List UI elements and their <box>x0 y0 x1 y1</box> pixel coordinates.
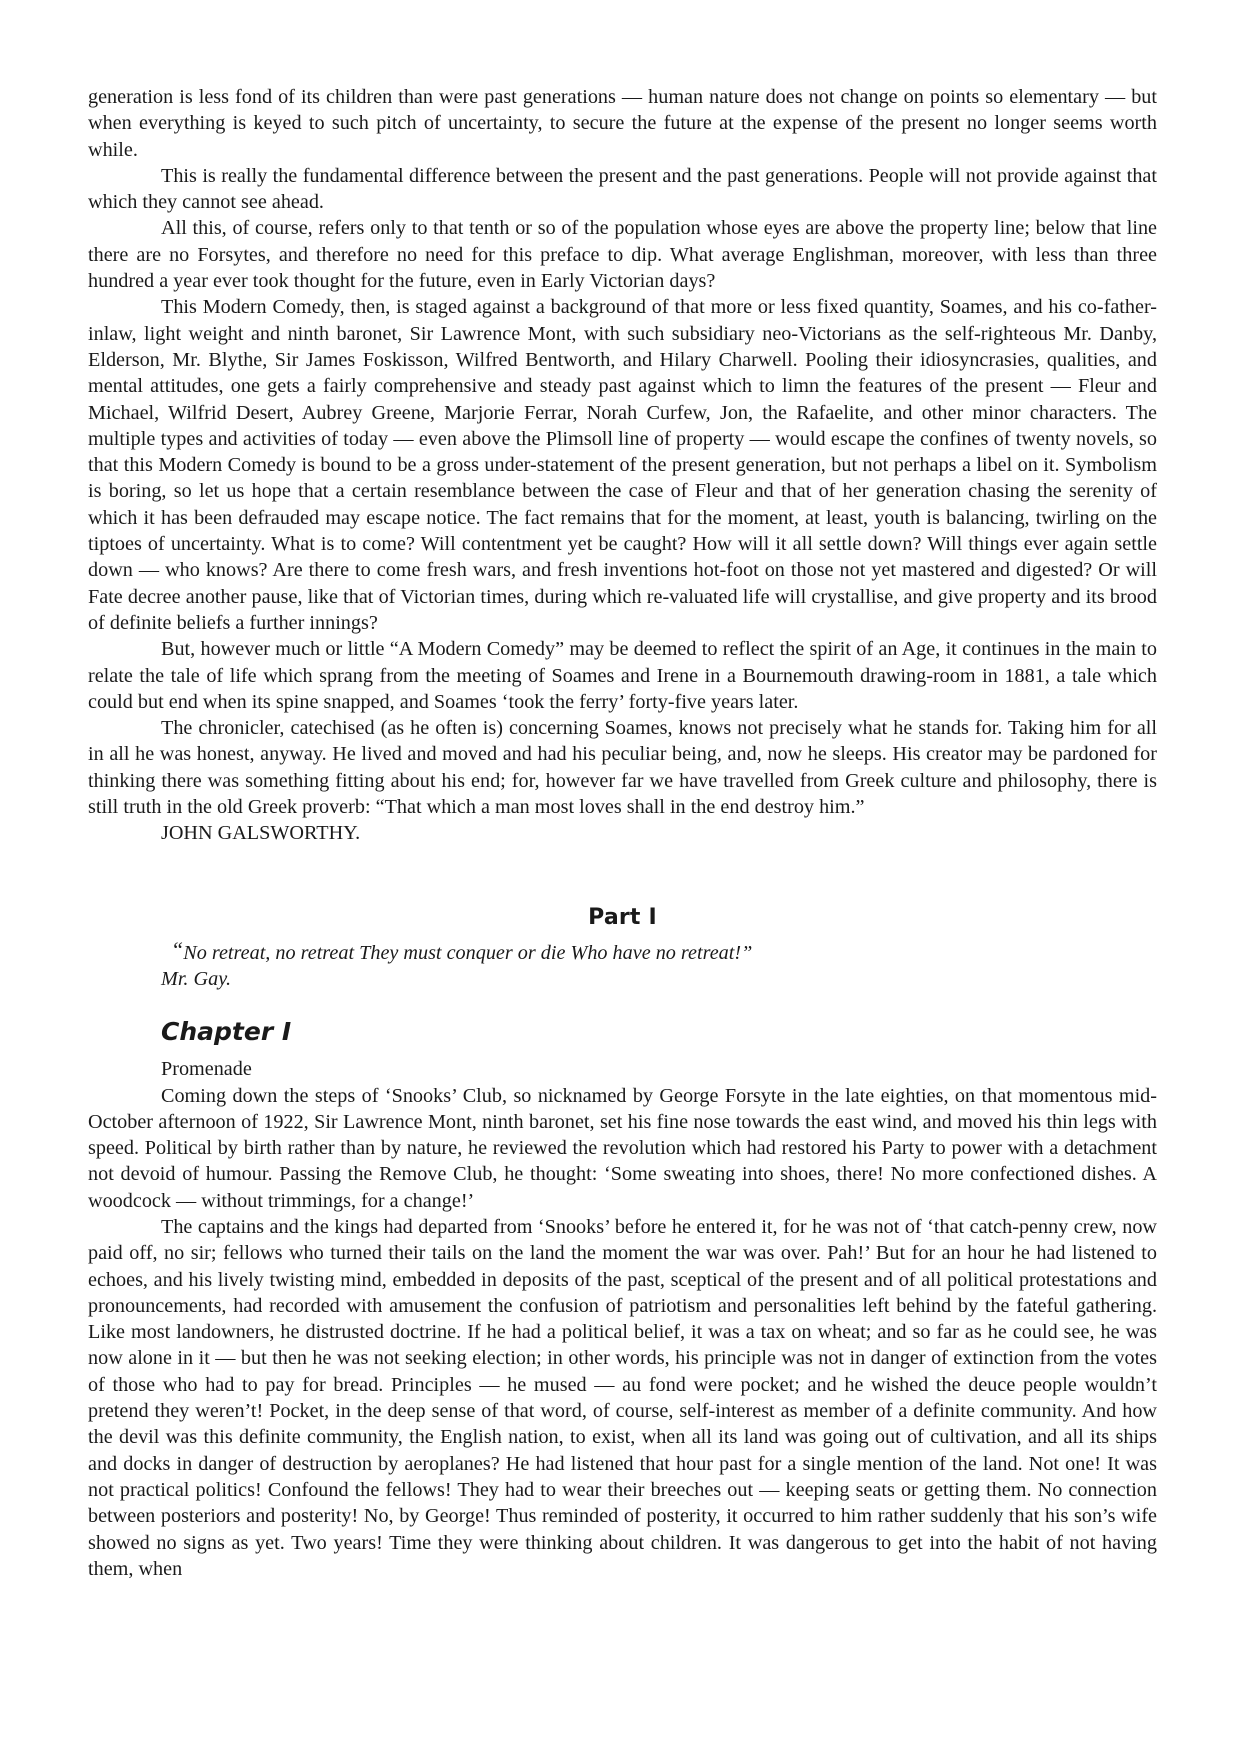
part-title: Part I <box>588 904 657 930</box>
preface-section <box>88 84 1157 847</box>
preface-paragraph: generation is less fond of its children than were past generations — human nature does not change on points so elementary — but when everything is keyed to such pitch of uncertainty, to secure the future at the expense of the present no longer seems worth while. <box>88 86 1157 161</box>
preface-paragraph: But, however much or little “A Modern Comedy” may be deemed to reflect the spirit of an Age, it continues in the main to relate the tale of life which sprang from the meeting of Soames and Irene in a Bournemouth drawing-room in 1881, a tale which could but end when its spine snapped, and Soames ‘took the ferry’ forty-five years later. <box>88 638 1157 713</box>
chapter-body <box>88 1083 1157 1583</box>
chapter-title: Chapter I <box>161 1017 292 1047</box>
chapter-paragraph: The captains and the kings had departed from ‘Snooks’ before he entered it, for he was not of ‘that catch-penny crew, now paid off, no sir; fellows who turned their tails on the land the moment the war was over. Pah!’ But for an hour he had listened to echoes, and his lively twisting mind, embedded in deposits of the past, sceptical of the present and of all political protestations and pronouncements, had recorded with amusement the confusion of patriotism and personalities left behind by the fateful gathering. Like most landowners, he distrusted doctrine. If he had a political belief, it was a tax on wheat; and so far as he could see, he was now alone in it — but then he was not seeking election; in other words, his principle was not in danger of extinction from the votes of those who had to pay for bread. Principles — he mused — au fond were pocket; and he wished the deuce people wouldn’t pretend they weren’t! Pocket, in the deep sense of that word, of course, self-interest as member of a definite community. And how the devil was this definite community, the English nation, to exist, when all its land was going out of cultivation, and all its ships and docks in danger of destruction by aeroplanes? He had listened that hour past for a single mention of the land. Not one! It was not practical politics! Confound the fellows! They had to wear their breeches out — keeping seats or getting them. No connection between posteriors and posterity! No, by George! Thus reminded of posterity, it occurred to him rather suddenly that his son’s wife showed no signs as yet. Two years! Time they were thinking about children. It was dangerous to get into the habit of not having them, when <box>88 1215 1157 1580</box>
preface-paragraph: All this, of course, refers only to that tenth or so of the population whose eyes are above the property line; below that line there are no Forsytes, and therefore no need for this preface to dip. What average Englishman, moreover, with less than three hundred a year ever took thought for the future, even in Early Victorian days? <box>88 217 1157 293</box>
epigraph-quote <box>161 937 1157 966</box>
chapter-subtitle: Promenade <box>161 1058 252 1081</box>
epigraph <box>161 937 1157 993</box>
preface-paragraph: This is really the fundamental difference between the present and the past generations. People will not provide against that which they cannot see ahead. <box>88 164 1157 214</box>
epigraph-author: Mr. Gay. <box>161 967 232 990</box>
epigraph-open-quote: “ <box>171 936 184 962</box>
epigraph-text: No retreat, no retreat They must conquer or die Who have no retreat!” <box>183 941 753 964</box>
preface-paragraph: This Modern Comedy, then, is staged against a background of that more or less fixed quantity, Soames, and his co-father-inlaw, light weight and ninth baronet, Sir Lawrence Mont, with such subsidiary neo-Victorians as the self-righteous Mr. Danby, Elderson, Mr. Blythe, Sir James Foskisson, Wilfred Bentworth, and Hilary Charwell. Pooling their idiosyncrasies, qualities, and mental attitudes, one gets a fairly comprehensive and steady past against which to limn the features of the present — Fleur and Michael, Wilfrid Desert, Aubrey Greene, Marjorie Ferrar, Norah Curfew, Jon, the Rafaelite, and other minor characters. The multiple types and activities of today — even above the Plimsoll line of property — would escape the confines of twenty novels, so that this Modern Comedy is bound to be a gross under-statement of the present generation, but not perhaps a libel on it. Symbolism is boring, so let us hope that a certain resemblance between the case of Fleur and that of her generation chasing the serenity of which it has been defrauded may escape notice. The fact remains that for the moment, at least, youth is balancing, twirling on the tiptoes of uncertainty. What is to come? Will contentment yet be caught? How will it all settle down? Will things ever again settle down — who knows? Are there to come fresh wars, and fresh inventions hot-foot on those not yet mastered and digested? Or will Fate decree another pause, like that of Victorian times, during which re-valuated life will crystallise, and give property and its brood of definite beliefs a further innings? <box>88 296 1157 634</box>
preface-signature: JOHN GALSWORTHY. <box>161 822 361 845</box>
chapter-paragraph: Coming down the steps of ‘Snooks’ Club, so nicknamed by George Forsyte in the late eighties, on that momentous mid-October afternoon of 1922, Sir Lawrence Mont, ninth baronet, set his fine nose towards the east wind, and moved his thin legs with speed. Political by birth rather than by nature, he reviewed the revolution which had restored his Party to power with a detachment not devoid of humour. Passing the Remove Club, he thought: ‘Some sweating into shoes, there! No more confectioned dishes. A woodcock — without trimmings, for a change!’ <box>88 1084 1157 1212</box>
document-page <box>88 84 1157 1582</box>
preface-paragraph: The chronicler, catechised (as he often is) concerning Soames, knows not precisely what he stands for. Taking him for all in all he was honest, anyway. He lived and moved and had his peculiar being, and, now he sleeps. His creator may be pardoned for thinking there was something fitting about his end; for, however far we have travelled from Greek culture and philosophy, there is still truth in the old Greek proverb: “That which a man most loves shall in the end destroy him.” <box>88 717 1157 819</box>
